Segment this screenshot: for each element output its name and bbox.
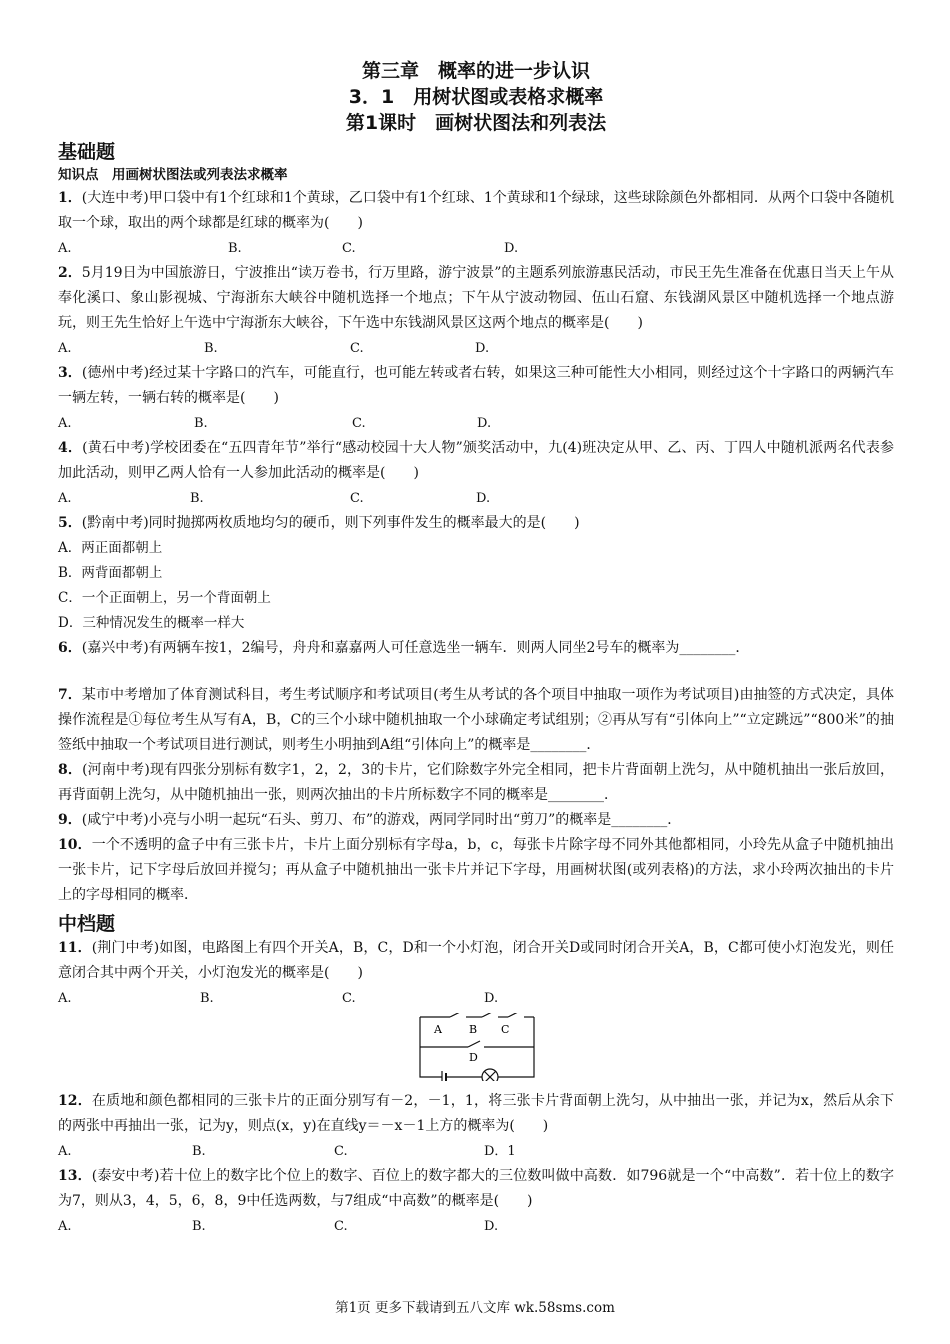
question-3-options [58,411,894,436]
question-4-options [58,486,894,511]
option-c: C. [350,491,364,506]
question-11: 11．(荆门中考)如图，电路图上有四个开关A，B，C，D和一个小灯泡，闭合开关D或同时闭合开关A，B，C都可使小灯泡发光，则任意闭合其中两个开关，小灯泡发光的概率是( ) [58,940,895,981]
option-b: B．两背面都朝上 [58,565,163,581]
question-13: 13．(泰安中考)若十位上的数字比个位上的数字、百位上的数字都大的三位数叫做中高数．如796就是一个“中高数”．若十位上的数字为7，则从3，4，5，6，8，9中任选两数，与7组成“中高数”的概率是( ) [58,1168,894,1209]
question-5: 5．(黔南中考)同时抛掷两枚质地均匀的硬币，则下列事件发生的概率最大的是( ) [58,515,580,531]
knowledge-point: 知识点 用画树状图法或列表法求概率 [58,167,288,183]
option-a: A. [58,341,72,356]
switch-d-label: D [469,1051,478,1064]
option-a: A. [58,491,72,506]
option-a: A．两正面都朝上 [58,540,163,556]
question-11-options [58,986,894,1011]
chapter-title: 第三章 概率的进一步认识 [361,60,590,82]
question-3: 3．(德州中考)经过某十字路口的汽车，可能直行，也可能左转或者右转，如果这三种可能性大小相同，则经过这个十字路口的两辆汽车一辆左转，一辆右转的概率是( ) [58,365,894,406]
question-9: 9．(咸宁中考)小亮与小明一起玩“石头、剪刀、布”的游戏，两同学同时出“剪刀”的概率是________． [58,812,682,828]
option-b: B. [200,991,214,1006]
option-d: D．1 [484,1144,516,1159]
option-d: D. [476,491,491,506]
question-2: 2．5月19日为中国旅游日，宁波推出“读万卷书，行万里路，游宁波景”的主题系列旅游惠民活动，市民王先生准备在优惠日当天上午从奉化溪口、象山影视城、宁海浙东大峡谷中随机选择一个地点；下午从宁波动物园、伍山石窟、东钱湖风景区中随机选择一个地点游玩，则王先生恰好上午选中宁海浙东大峡谷，下午选中东钱湖风景区这两个地点的概率是( ) [58,265,894,331]
option-d: D. [484,1219,499,1234]
option-c: C. [334,1219,348,1234]
option-a: A. [58,1219,72,1234]
option-b: B. [228,241,242,256]
option-d: D. [475,341,490,356]
option-b: B. [194,416,208,431]
option-c: C．一个正面朝上，另一个背面朝上 [58,590,271,606]
circuit-diagram [414,1013,540,1081]
lesson-title: 第1课时 画树状图法和列表法 [345,112,607,134]
option-b: B. [192,1144,206,1159]
switch-a-label: A [434,1023,442,1036]
option-a: A. [58,1144,72,1159]
question-6: 6．(嘉兴中考)有两辆车按1，2编号，舟舟和嘉嘉两人可任意选坐一辆车．则两人同坐2号车的概率为________． [58,640,750,656]
question-4: 4．(黄石中考)学校团委在“五四青年节”举行“感动校园十大人物”颁奖活动中，九(4)班决定从甲、乙、丙、丁四人中随机派两名代表参加此活动，则甲乙两人恰有一人参加此活动的概率是( ) [58,440,894,481]
section-title: 3．1 用树状图或表格求概率 [348,86,604,108]
medium-heading: 中档题 [58,913,116,935]
option-c: C. [352,416,366,431]
option-d: D. [484,991,499,1006]
option-c: C. [342,991,356,1006]
page-footer: 第1页 更多下载请到五八文库 wk.58sms.com [335,1300,615,1316]
question-10: 10．一个不透明的盒子中有三张卡片，卡片上面分别标有字母a，b，c，每张卡片除字母不同外其他都相同，小玲先从盒子中随机抽出一张卡片，记下字母后放回并搅匀；再从盒子中随机抽出一张卡片并记下字母，用画树状图(或列表格)的方法，求小玲两次抽出的卡片上的字母相同的概率． [58,837,894,903]
worksheet-page [58,58,894,1239]
option-c: C. [334,1144,348,1159]
question-1: 1．(大连中考)甲口袋中有1个红球和1个黄球，乙口袋中有1个红球、1个黄球和1个绿球，这些球除颜色外都相同．从两个口袋中各随机取一个球，取出的两个球都是红球的概率为( ) [58,190,894,231]
question-2-options [58,336,894,361]
option-c: C. [342,241,356,256]
question-12: 12．在质地和颜色都相同的三张卡片的正面分别写有－2，－1，1，将三张卡片背面朝上洗匀，从中抽出一张，并记为x，然后从余下的两张中再抽出一张，记为y，则点(x，y)在直线y＝－x－1上方的概率为( ) [58,1093,894,1134]
option-a: A. [58,416,72,431]
option-b: B. [204,341,218,356]
question-8: 8．(河南中考)现有四张分别标有数字1，2，2，3的卡片，它们除数字外完全相同，把卡片背面朝上洗匀，从中随机抽出一张后放回，再背面朝上洗匀，从中随机抽出一张，则两次抽出的卡片所标数字不同的概率是________． [58,762,894,803]
option-d: D．三种情况发生的概率一样大 [58,615,245,631]
option-d: D. [504,241,519,256]
option-b: B. [192,1219,206,1234]
question-7: 7．某市中考增加了体育测试科目，考生考试顺序和考试项目(考生从考试的各个项目中抽取一项作为考试项目)由抽签的方式决定，具体操作流程是①每位考生从写有A，B，C的三个小球中随机抽取一个小球确定考试组别；②再从写有“引体向上”“立定跳远”“800米”的抽签纸中抽取一个考试项目进行测试，则考生小明抽到A组“引体向上”的概率是________． [58,687,894,753]
option-d: D. [477,416,492,431]
option-b: B. [190,491,204,506]
switch-b-label: B [469,1023,478,1036]
question-12-options [58,1139,894,1164]
option-a: A. [58,241,72,256]
basic-heading: 基础题 [58,141,116,163]
option-a: A. [58,991,72,1006]
option-c: C. [350,341,364,356]
question-1-options [58,236,894,261]
question-13-options [58,1214,894,1239]
switch-c-label: C [501,1023,510,1036]
